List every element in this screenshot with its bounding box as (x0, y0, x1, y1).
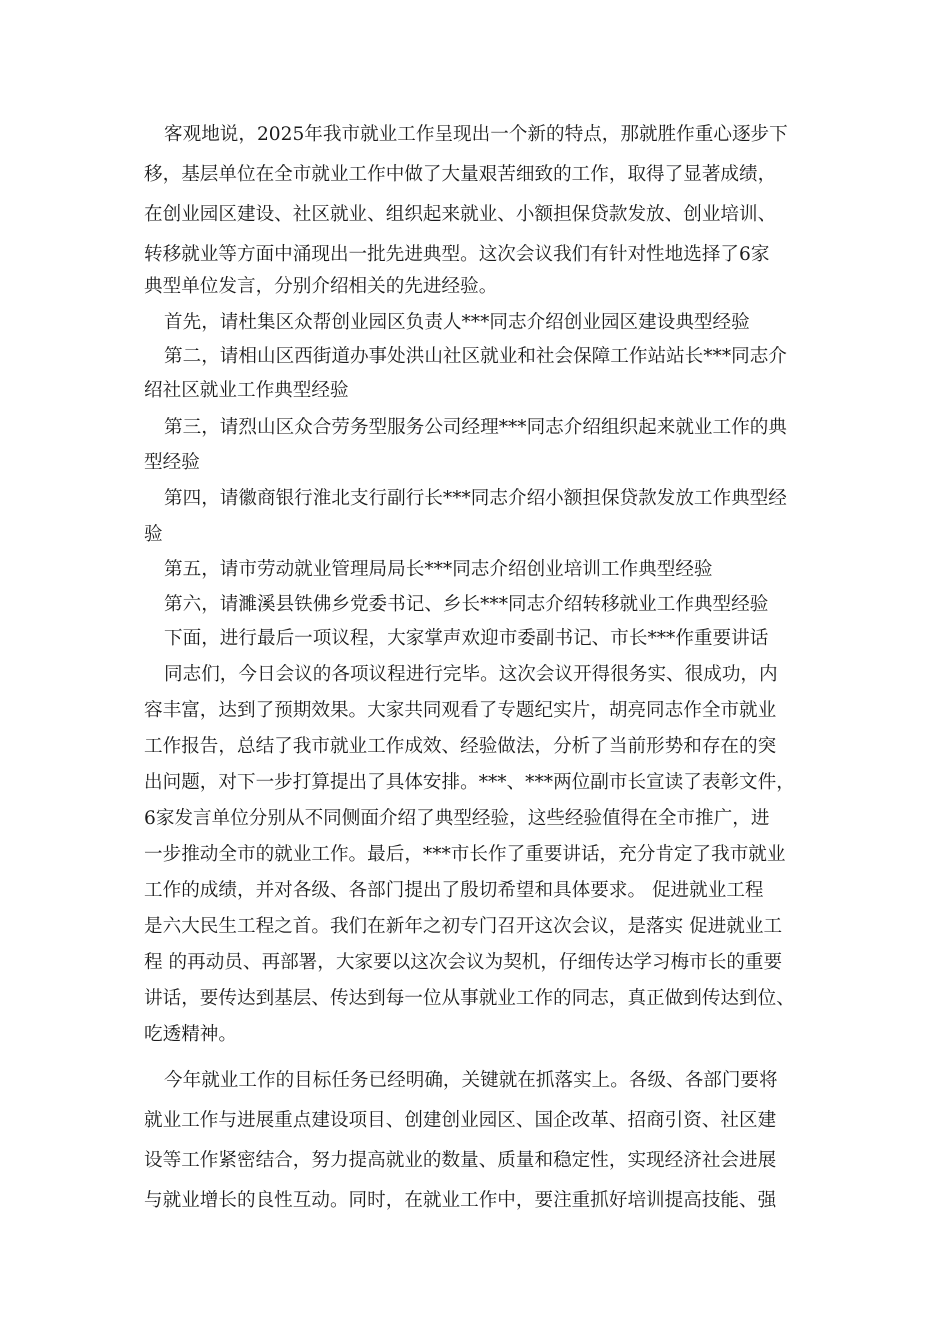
text-line: 第四，请徽商银行淮北支行副行长***同志介绍小额担保贷款发放工作典型经 (164, 488, 787, 509)
text-line: 一步推动全市的就业工作。最后，***市长作了重要讲话，充分肯定了我市就业 (144, 844, 786, 865)
text-line: 型经验 (144, 452, 200, 473)
text-line: 出问题，对下一步打算提出了具体安排。***、***两位副市长宣读了表彰文件， (144, 772, 795, 793)
text-line: 第五，请市劳动就业管理局局长***同志介绍创业培训工作典型经验 (164, 559, 713, 580)
text-line: 今年就业工作的目标任务已经明确，关键就在抓落实上。各级、各部门要将 (164, 1070, 778, 1091)
text-line: 与就业增长的良性互动。同时，在就业工作中，要注重抓好培训提高技能、强 (144, 1190, 777, 1211)
text-line: 绍社区就业工作典型经验 (144, 380, 349, 401)
text-line: 是六大民生工程之首。我们在新年之初专门召开这次会议，是落实 促进就业工 (144, 916, 783, 937)
text-line: 吃透精神。 (144, 1024, 237, 1045)
text-line: 在创业园区建设、社区就业、组织起来就业、小额担保贷款发放、创业培训、 (144, 204, 777, 225)
text-line: 第二，请相山区西街道办事处洪山社区就业和社会保障工作站站长***同志介 (164, 346, 787, 367)
text-line: 客观地说，2025年我市就业工作呈现出一个新的特点，那就胜作重心逐步下 (164, 124, 788, 145)
text-line: 就业工作与进展重点建设项目、创建创业园区、国企改革、招商引资、社区建 (144, 1110, 777, 1131)
text-line: 第六，请濉溪县铁佛乡党委书记、乡长***同志介绍转移就业工作典型经验 (164, 594, 769, 615)
text-line: 典型单位发言，分别介绍相关的先进经验。 (144, 276, 498, 297)
text-line: 转移就业等方面中涌现出一批先进典型。这次会议我们有针对性地选择了6家 (144, 244, 770, 265)
text-line: 第三，请烈山区众合劳务型服务公司经理***同志介绍组织起来就业工作的典 (164, 417, 787, 438)
text-line: 下面，进行最后一项议程，大家掌声欢迎市委副书记、市长***作重要讲话 (164, 628, 769, 649)
text-line: 工作的成绩，并对各级、各部门提出了殷切希望和具体要求。 促进就业工程 (144, 880, 764, 901)
text-line: 容丰富，达到了预期效果。大家共同观看了专题纪实片，胡亮同志作全市就业 (144, 700, 777, 721)
text-line: 设等工作紧密结合，努力提高就业的数量、质量和稳定性，实现经济社会进展 (144, 1150, 777, 1171)
text-line: 验 (144, 524, 163, 545)
text-line: 移，基层单位在全市就业工作中做了大量艰苦细致的工作，取得了显著成绩， (144, 164, 777, 185)
text-line: 讲话，要传达到基层、传达到每一位从事就业工作的同志，真正做到传达到位、 (144, 988, 795, 1009)
text-line: 6家发言单位分别从不同侧面介绍了典型经验，这些经验值得在全市推广，进 (144, 808, 770, 829)
text-line: 首先，请杜集区众帮创业园区负责人***同志介绍创业园区建设典型经验 (164, 312, 750, 333)
text-line: 程 的再动员、再部署，大家要以这次会议为契机，仔细传达学习梅市长的重要 (144, 952, 783, 973)
text-line: 同志们，今日会议的各项议程进行完毕。这次会议开得很务实、很成功，内 (164, 664, 778, 685)
text-line: 工作报告，总结了我市就业工作成效、经验做法，分析了当前形势和存在的突 (144, 736, 777, 757)
